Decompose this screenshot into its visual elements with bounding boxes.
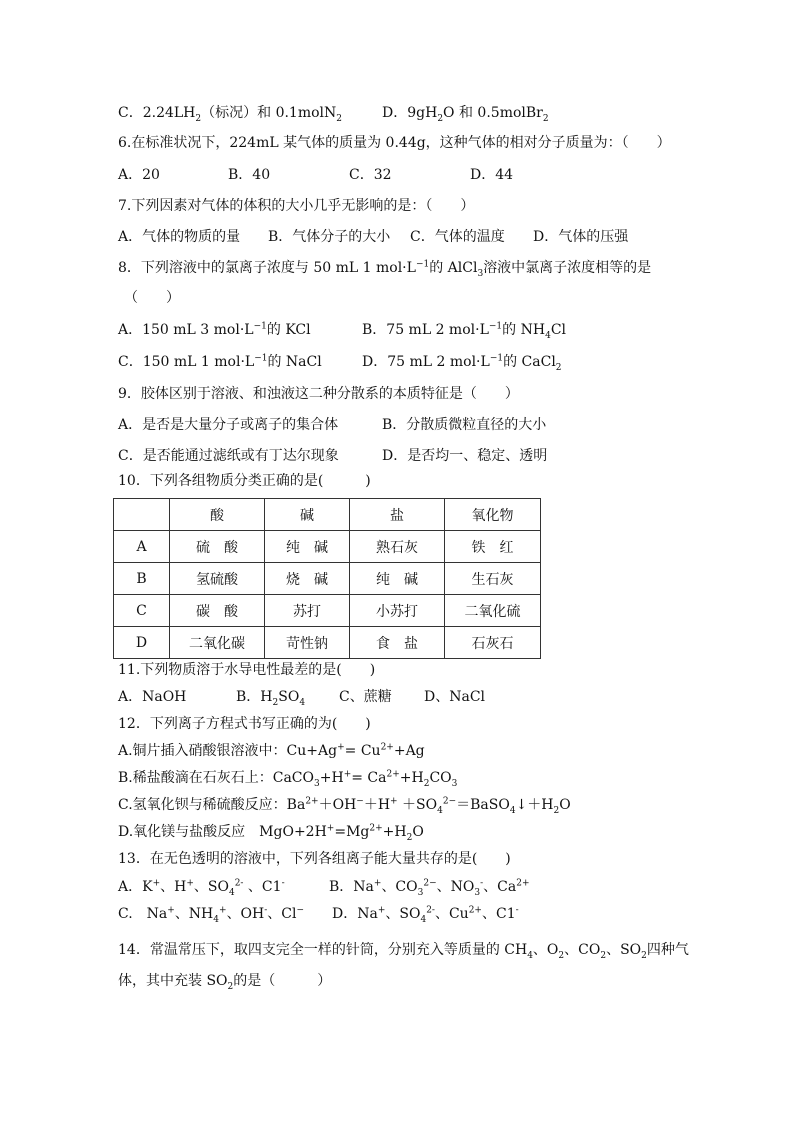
table-cell: A [114, 531, 170, 563]
table-cell: 苛性钠 [265, 627, 350, 659]
table-cell: 石灰石 [445, 627, 541, 659]
classification-table [113, 498, 541, 659]
table-cell: 烧 碱 [265, 563, 350, 595]
q11-option-d: D、NaCl [424, 689, 486, 705]
q9-option-b: B．分散质微粒直径的大小 [382, 417, 547, 433]
table-row [114, 595, 541, 627]
q8-option-c: C．150 mL 1 $mol\cdot L^{-1}$的 NaCl [118, 353, 322, 370]
q6-option-a: A．20 [118, 167, 160, 183]
table-cell: 硫 酸 [170, 531, 265, 563]
table-row [114, 531, 541, 563]
q10-stem: 10．下列各组物质分类正确的是( ) [118, 473, 371, 489]
q5-option-d: D．$9gH_2O$ 和 0.5molBr$_2$ [382, 105, 549, 124]
table-cell: 二氧化硫 [445, 595, 541, 627]
q12-option-a: A.铜片插入硝酸银溶液中：$Cu+Ag^+= Cu^{2+}+Ag$ [118, 742, 425, 759]
table-cell: 碳 酸 [170, 595, 265, 627]
q11-option-b: B．$H_2SO_4$ [236, 689, 306, 708]
q6-option-b: B．40 [228, 167, 271, 183]
table-cell: 二氧化碳 [170, 627, 265, 659]
q9-option-d: D．是否均一、稳定、透明 [382, 448, 548, 464]
table-cell: 食 盐 [350, 627, 445, 659]
table-header-cell [114, 499, 170, 531]
table-cell: D [114, 627, 170, 659]
table-cell: 苏打 [265, 595, 350, 627]
table-cell: 小苏打 [350, 595, 445, 627]
q13-option-b: B．Na+、$CO_3^{2-}$、$NO_3^-$、$Ca^{2+}$ [329, 878, 530, 898]
q14-stem-line-2: 体，其中充装 $SO_2$的是（ ） [118, 973, 332, 992]
table-header-cell: 氧化物 [445, 499, 541, 531]
table-header-cell: 酸 [170, 499, 265, 531]
q7-option-b: B．气体分子的大小 [268, 229, 391, 245]
q6-option-c: C．32 [349, 167, 392, 183]
q9-option-c: C．是否能通过滤纸或有丁达尔现象 [118, 448, 339, 464]
table-header-cell: 碱 [265, 499, 350, 531]
table-cell: 纯 碱 [350, 563, 445, 595]
q8-option-a: A．150 mL 3 $mol\cdot L^{-1}$的 KCl [118, 321, 311, 338]
q7-option-a: A．气体的物质的量 [118, 229, 241, 245]
table-header-row [114, 499, 541, 531]
q5-option-c: C．$2.24LH_2$（标况）和 0.1molN$_2$ [118, 105, 343, 124]
q8-option-b: B．75 mL 2 $mol\cdot L^{-1}$的 $NH_4Cl$ [362, 321, 567, 341]
q9-option-a: A．是否是大量分子或离子的集合体 [118, 417, 339, 433]
q13-option-a: A．K+、H+、$SO_4^{2-}$ 、C1- [118, 878, 285, 898]
q13-option-d: D．Na+、$SO_4^{2-}$、$Cu^{2+}$、C1- [332, 905, 519, 925]
table-cell: B [114, 563, 170, 595]
table-cell: 熟石灰 [350, 531, 445, 563]
q11-option-c: C、蔗糖 [339, 689, 392, 705]
q13-option-c: C. Na+、$NH_4^+$、OH-、Cl− [118, 905, 305, 925]
q12-stem: 12．下列离子方程式书写正确的为( ) [118, 716, 371, 732]
table-row [114, 563, 541, 595]
q8-option-d: D．75 mL 2 $mol\cdot L^{-1}$的 CaCl$_2$ [362, 353, 562, 373]
q7-option-c: C．气体的温度 [410, 229, 505, 245]
q14-stem-line-1: 14．常温常压下，取四支完全一样的针筒，分别充入等质量的 $CH_4$、$O_2$、$CO_2$、$SO_2$四种气 [118, 942, 689, 961]
q7-stem: 7.下列因素对气体的体积的大小几乎无影响的是：（ ） [118, 198, 475, 214]
q13-stem: 13．在无色透明的溶液中，下列各组离子能大量共存的是( ) [118, 851, 511, 867]
q12-option-d: D.氧化镁与盐酸反应 $MgO+2H^+=Mg^{2+}+H_2O$ [118, 823, 424, 843]
q11-stem: 11.下列物质溶于水导电性最差的是( ) [118, 662, 376, 678]
q7-option-d: D．气体的压强 [533, 229, 629, 245]
q6-stem: 6.在标准状况下，224mL 某气体的质量为 0.44g，这种气体的相对分子质量为：（ ） [118, 135, 671, 151]
table-header-cell: 盐 [350, 499, 445, 531]
table-cell: 纯 碱 [265, 531, 350, 563]
q12-option-b: B.稀盐酸滴在石灰石上：CaCO$_3$+H+= $Ca^{2+}+H_2CO_3$ [118, 769, 458, 789]
q8-answer-bracket: （ ） [124, 290, 180, 306]
q12-option-c: C.氢氧化钡与稀硫酸反应：$Ba^{2+}+OH^-+H^+$ $+SO_4^{2-}=BaSO_4↓+H_2O$ [118, 796, 571, 816]
q9-stem: 9．胶体区别于溶液、和浊液这二种分散系的本质特征是（ ） [118, 386, 519, 402]
table-row [114, 627, 541, 659]
q8-stem: 8．下列溶液中的氯离子浓度与 50 mL 1 $mol\cdot L^{-1}$的 AlCl$_3$溶液中氯离子浓度相等的是 [118, 259, 652, 279]
q11-option-a: A．NaOH [118, 689, 187, 705]
table-cell: 铁 红 [445, 531, 541, 563]
q6-option-d: D．44 [470, 167, 514, 183]
table-cell: 氢硫酸 [170, 563, 265, 595]
table-cell: C [114, 595, 170, 627]
table-cell: 生石灰 [445, 563, 541, 595]
